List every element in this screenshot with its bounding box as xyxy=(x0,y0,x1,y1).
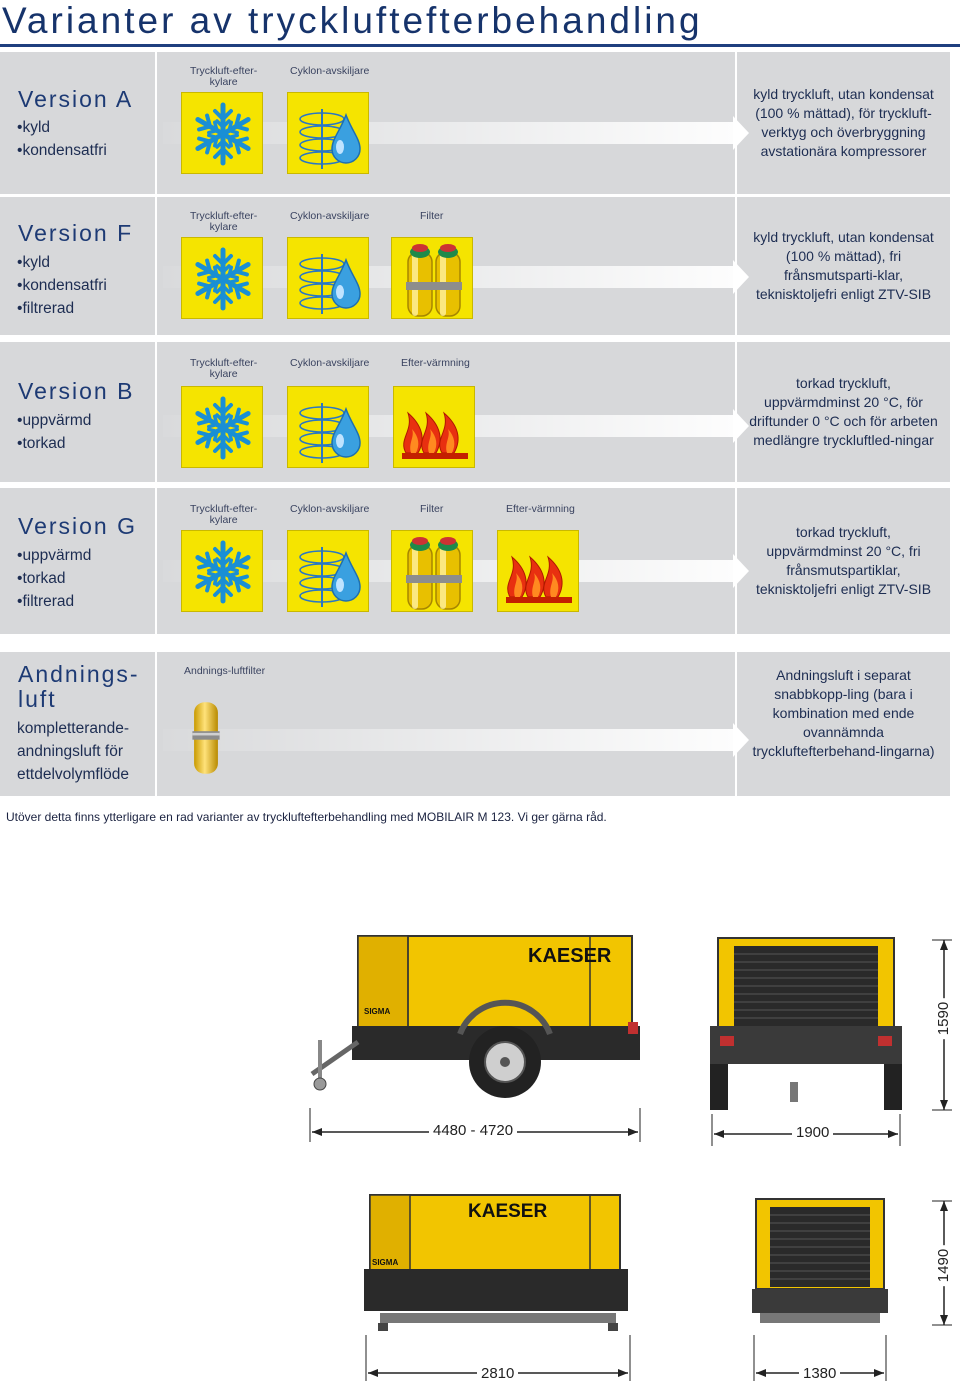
sigma-badge: SIGMA xyxy=(364,1007,391,1016)
aftercooler-symbol xyxy=(181,92,263,174)
attribute: • torkad xyxy=(17,432,91,455)
version-attributes xyxy=(17,544,91,613)
filter-label: Filter xyxy=(420,210,444,222)
afterheat-label: Efter-värmning xyxy=(401,357,470,369)
sigma-badge: SIGMA xyxy=(372,1258,399,1267)
cyclone-icon xyxy=(288,387,370,469)
cyclone-separator-symbol xyxy=(287,92,369,174)
afterheat-label: Efter-värmning xyxy=(506,503,575,515)
title-rule xyxy=(0,44,960,47)
flow-arrow xyxy=(163,729,735,751)
attribute: • uppvärmd xyxy=(17,409,91,432)
cyclone-label: Cyklon-avskiljare xyxy=(290,65,370,77)
filter-label: Filter xyxy=(420,503,444,515)
skid-side-view xyxy=(350,1185,650,1385)
version-attributes xyxy=(17,116,107,162)
version-b-row xyxy=(0,342,950,482)
attribute: • kyld xyxy=(17,116,107,139)
version-g-row xyxy=(0,488,950,634)
aftercooler-label: Tryckluft-efter- kylare xyxy=(190,503,258,526)
snowflake-icon xyxy=(182,238,264,320)
version-description: torkad tryckluft, uppvärmdminst 20 °C, för driftunder 0 °C och för arbeten medlängre tryckluftled-ningar xyxy=(735,342,950,482)
attribute: kompletterande- xyxy=(17,720,130,737)
aftercooler-symbol xyxy=(181,237,263,319)
attribute: • uppvärmd xyxy=(17,544,91,567)
filter-cartridge-icon xyxy=(392,238,474,320)
footnote: Utöver detta finns ytterligare en rad varianter av tryckluftefterbehandling med MOBILAIR M 123. Vi ger gärna råd. xyxy=(6,810,607,824)
dimension-width-skid: 1380 xyxy=(799,1365,840,1382)
cyclone-separator-symbol xyxy=(287,530,369,612)
cyclone-label: Cyklon-avskiljare xyxy=(290,503,370,515)
cyclone-label: Cyklon-avskiljare xyxy=(290,210,370,222)
filter-symbol xyxy=(391,530,473,612)
cyclone-separator-symbol xyxy=(287,237,369,319)
breathing-air-row xyxy=(0,652,950,796)
process-chain xyxy=(155,197,735,335)
version-description: Andningsluft i separat snabbkopp-ling (bara i kombination med ende ovannämnda tryckluftefterbehand-lingarna) xyxy=(735,652,950,796)
cyclone-icon xyxy=(288,238,370,320)
version-f-row xyxy=(0,197,950,335)
attribute: • kyld xyxy=(17,251,107,274)
aftercooler-label: Tryckluft-efter- kylare xyxy=(190,65,258,88)
flame-icon xyxy=(498,531,580,613)
version-description: kyld tryckluft, utan kondensat (100 % mättad), för tryckluft-verktyg och överbryggning avstationära kompressorer xyxy=(735,52,950,194)
dimension-length-trailer: 4480 - 4720 xyxy=(429,1122,517,1139)
snowflake-icon xyxy=(182,531,264,613)
dimension-length-skid: 2810 xyxy=(477,1365,518,1382)
version-attributes xyxy=(17,717,129,786)
attribute: • filtrerad xyxy=(17,297,107,320)
afterheater-symbol xyxy=(393,386,475,468)
version-description: torkad tryckluft, uppvärmdminst 20 °C, fri frånsmutspartiklar, teknisktoljefri enligt ZTV-SIB xyxy=(735,488,950,634)
version-name: Andnings- luft xyxy=(18,661,140,712)
attribute: andningsluft för xyxy=(17,743,123,760)
version-name: Version A xyxy=(18,86,134,112)
flame-icon xyxy=(394,387,476,469)
filter-symbol xyxy=(391,237,473,319)
process-chain xyxy=(155,488,735,634)
attribute: • kondensatfri xyxy=(17,139,107,162)
dimension-height-trailer: 1590 xyxy=(935,998,952,1039)
breathing-filter-label: Andnings-luftfilter xyxy=(184,665,266,677)
filter-cartridge-icon xyxy=(392,531,474,613)
version-g-info xyxy=(0,488,155,634)
version-attributes xyxy=(17,409,91,455)
process-chain xyxy=(155,652,735,796)
aftercooler-label: Tryckluft-efter- kylare xyxy=(190,210,258,233)
cyclone-icon xyxy=(288,531,370,613)
skid-rear-view xyxy=(700,1185,960,1385)
version-b-info xyxy=(0,342,155,482)
version-a-info xyxy=(0,52,155,194)
afterheater-symbol xyxy=(497,530,579,612)
version-name: Version G xyxy=(18,513,137,539)
cyclone-icon xyxy=(288,93,370,175)
dimension-width-trailer: 1900 xyxy=(792,1124,833,1141)
version-attributes xyxy=(17,251,107,320)
cyclone-label: Cyklon-avskiljare xyxy=(290,357,370,369)
dimension-height-skid: 1490 xyxy=(935,1245,952,1286)
page-title: Varianter av tryckluftefterbehandling xyxy=(2,0,703,41)
version-description: kyld tryckluft, utan kondensat (100 % mättad), fri frånsmutsparti-klar, teknisktoljefri enligt ZTV-SIB xyxy=(735,197,950,335)
breathing-air-info xyxy=(0,652,155,796)
aftercooler-symbol xyxy=(181,386,263,468)
snowflake-icon xyxy=(182,387,264,469)
snowflake-icon xyxy=(182,93,264,175)
process-chain xyxy=(155,52,735,194)
attribute: • filtrerad xyxy=(17,590,91,613)
brand-logo: KAESER xyxy=(528,945,612,967)
version-name: Version F xyxy=(18,220,134,246)
aftercooler-label: Tryckluft-efter- kylare xyxy=(190,357,258,380)
version-f-info xyxy=(0,197,155,335)
aftercooler-symbol xyxy=(181,530,263,612)
attribute: ettdelvolymflöde xyxy=(17,766,130,783)
cyclone-separator-symbol xyxy=(287,386,369,468)
version-name: Version B xyxy=(18,378,135,404)
process-chain xyxy=(155,342,735,482)
attribute: • kondensatfri xyxy=(17,274,107,297)
breathing-filter-symbol xyxy=(189,692,223,784)
attribute: • torkad xyxy=(17,567,91,590)
version-a-row xyxy=(0,52,950,194)
brand-logo: KAESER xyxy=(468,1201,548,1222)
